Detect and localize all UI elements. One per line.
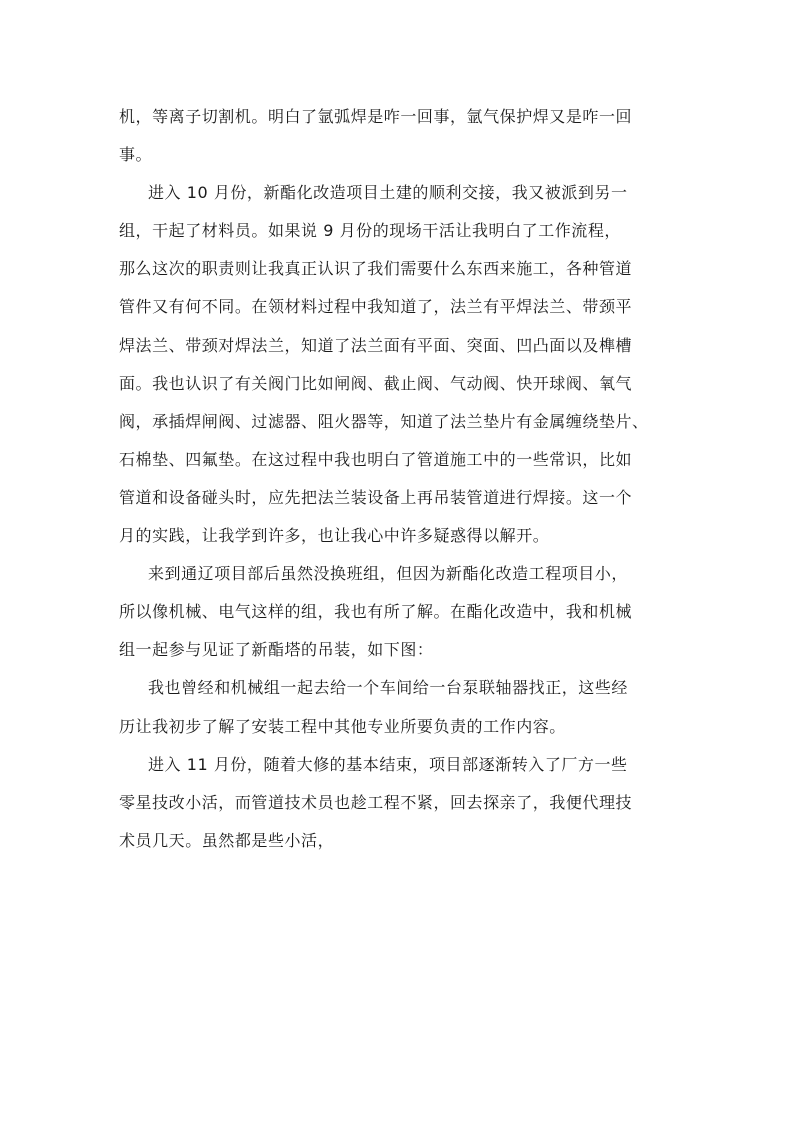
text-line-19: 零星技改小活，而管道技术员也趁工程不紧，回去探亲了，我便代理技 <box>119 792 633 812</box>
text-line-5: 那么这次的职责则让我真正认识了我们需要什么东西来施工，各种管道 <box>119 259 633 279</box>
text-line-8: 面。我也认识了有关阀门比如闸阀、截止阀、气动阀、快开球阀、氧气 <box>119 373 633 393</box>
text-line-4: 组，干起了材料员。如果说 9 月份的现场干活让我明白了工作流程， <box>119 221 621 241</box>
text-line-1: 机，等离子切割机。明白了氩弧焊是咋一回事，氩气保护焊又是咋一回 <box>119 107 633 126</box>
text-line-16: 我也曾经和机械组一起去给一个车间给一台泵联轴器找正，这些经 <box>148 678 628 698</box>
text-line-15: 组一起参与见证了新酯塔的吊装，如下图： <box>119 640 434 660</box>
text-line-12: 月的实践，让我学到许多，也让我心中许多疑惑得以解开。 <box>119 526 550 546</box>
text-line-9: 阀，承插焊闸阀、过滤器、阻火器等，知道了法兰垫片有金属缠绕垫片、 <box>119 411 649 431</box>
text-line-7: 焊法兰、带颈对焊法兰，知道了法兰面有平面、突面、凹凸面以及榫槽 <box>119 335 633 355</box>
text-line-18: 进入 11 月份，随着大修的基本结束，项目部逐渐转入了厂方一些 <box>148 754 628 774</box>
text-line-3: 进入 10 月份，新酯化改造项目土建的顺利交接，我又被派到另一 <box>148 183 628 203</box>
text-line-20: 术员几天。虽然都是些小活， <box>119 830 335 850</box>
text-line-10: 石棉垫、四氟垫。在这过程中我也明白了管道施工中的一些常识，比如 <box>119 449 633 469</box>
text-line-13: 来到通辽项目部后虽然没换班组，但因为新酯化改造工程项目小， <box>148 564 628 584</box>
text-line-14: 所以像机械、电气这样的组，我也有所了解。在酯化改造中，我和机械 <box>119 602 633 622</box>
text-line-17: 历让我初步了解了安装工程中其他专业所要负责的工作内容。 <box>119 716 566 736</box>
text-line-2: 事。 <box>119 145 153 165</box>
document-body <box>119 98 679 860</box>
text-line-11: 管道和设备碰头时，应先把法兰装设备上再吊装管道进行焊接。这一个 <box>119 487 633 507</box>
text-line-6: 管件又有何不同。在领材料过程中我知道了，法兰有平焊法兰、带颈平 <box>119 297 633 317</box>
